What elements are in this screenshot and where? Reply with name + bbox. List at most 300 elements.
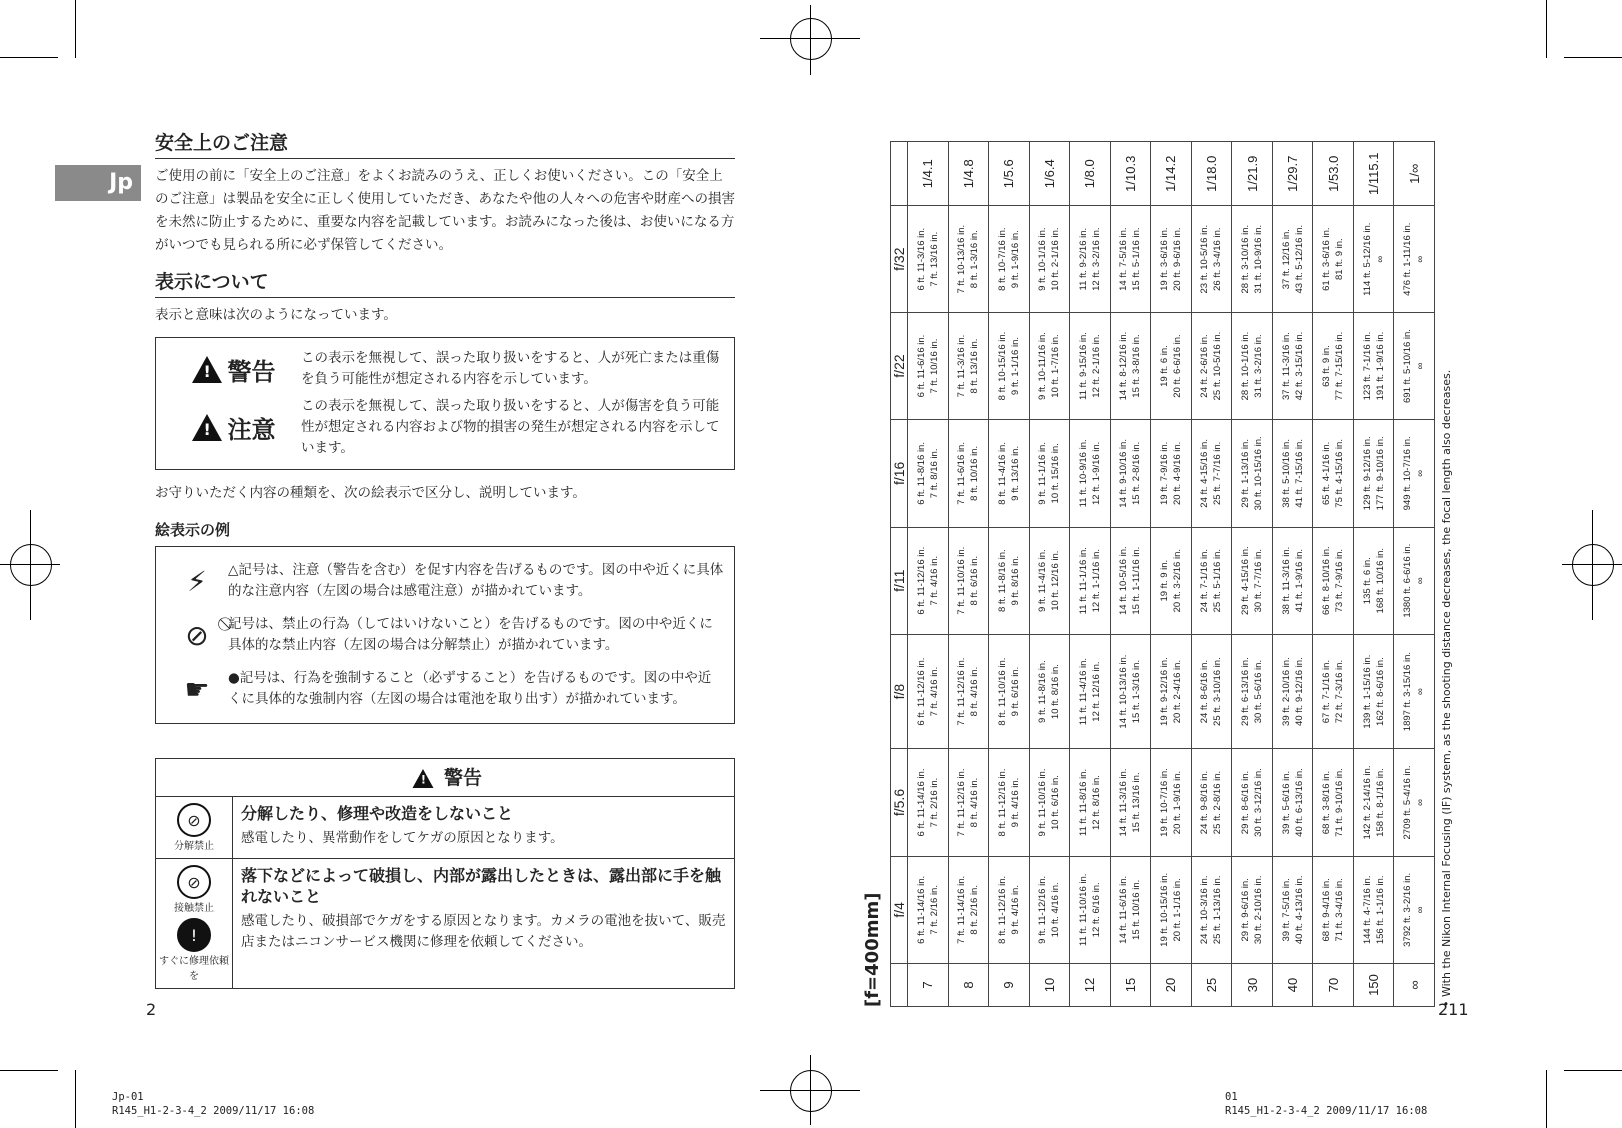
range-value: 25 ft. 1-13/16 in.: [1212, 875, 1224, 945]
range-cell: [1394, 312, 1435, 419]
range-value: 1897 ft. 3-15/16 in.: [1402, 651, 1414, 732]
range-value: 6 ft. 11-14/16 in.: [915, 875, 927, 944]
table-header-cell: [891, 964, 908, 1007]
range-value: 25 ft. 3-10/16 in.: [1212, 657, 1224, 726]
registration-mark: [790, 18, 832, 60]
range-cell: [1394, 420, 1435, 527]
range-value: 30 ft. 10-15/16 in.: [1253, 436, 1265, 511]
warning-desc: 感電したり、破損部でケガをする原因となります。カメラの電池を抜いて、販売店またはニコンサービス機関に修理を依頼してください。: [241, 913, 726, 950]
range-value: 9 ft. 1-9/16 in.: [1009, 230, 1021, 289]
range-value: 15 ft. 2-8/16 in.: [1131, 441, 1143, 506]
crop-mark: [1546, 0, 1547, 58]
range-cell: [1313, 634, 1354, 749]
range-value: 24 ft. 2-6/16 in.: [1199, 334, 1211, 398]
range-cell: [1110, 312, 1151, 419]
range-value: 156 ft. 1-1/16 in.: [1374, 875, 1386, 945]
distance-cell: 12: [1070, 964, 1111, 1007]
notice-warning-text: この表示を無視して、誤った取り扱いをすると、人が死亡または重傷を負う可能性が想定される内容を示しています。: [301, 350, 720, 387]
range-value: 9 ft. 6/16 in.: [1009, 666, 1021, 717]
range-value: 19 ft. 6 in.: [1158, 345, 1170, 387]
range-cell: [948, 206, 989, 312]
range-cell: [908, 206, 949, 312]
range-cell: [1272, 420, 1313, 527]
range-cell: [1394, 527, 1435, 634]
range-value: 11 ft. 9-2/16 in.: [1077, 227, 1089, 291]
range-cell: [1313, 420, 1354, 527]
warning-title: 落下などによって破損し、内部が露出したときは、露出部に手を触れないこと: [241, 866, 722, 906]
range-value: ∞: [1415, 688, 1427, 695]
range-value: 7 ft. 2/16 in.: [928, 885, 940, 935]
range-cell: [1313, 206, 1354, 312]
range-cell: [908, 420, 949, 527]
table-row: [1110, 142, 1151, 1007]
reproduction-ratio-cell: 1/14.2: [1151, 142, 1192, 207]
range-value: 8 ft. 4/16 in.: [969, 777, 981, 828]
symbol-row-caution: [166, 557, 724, 605]
reproduction-ratio-cell: 1/29.7: [1272, 142, 1313, 207]
range-cell: [1151, 312, 1192, 419]
range-value: 7 ft. 2/16 in.: [928, 777, 940, 828]
registration-mark: [790, 1070, 832, 1112]
range-cell: [1191, 634, 1232, 749]
table-header-cell: f/11: [891, 527, 908, 634]
range-value: ∞: [1415, 577, 1427, 585]
range-cell: [1232, 420, 1273, 527]
range-value: ∞: [1415, 469, 1427, 477]
range-value: 41 ft. 1-9/16 in.: [1293, 549, 1305, 613]
notice-caution-text: この表示を無視して、誤った取り扱いをすると、人が傷害を負う可能性が想定される内容および物的損害の発生が想定される内容を示しています。: [301, 398, 720, 456]
range-cell: [1272, 749, 1313, 856]
crop-mark: [0, 57, 58, 58]
range-cell: [1232, 527, 1273, 634]
warning-row: [156, 797, 734, 859]
range-cell: [1232, 312, 1273, 419]
range-cell: [1151, 206, 1192, 312]
warning-triangle-icon: [192, 356, 222, 383]
warning-title: 分解したり、修理や改造をしないこと: [241, 804, 514, 823]
reproduction-ratio-cell: 1/8.0: [1070, 142, 1111, 207]
range-value: 61 ft. 3-6/16 in.: [1321, 227, 1333, 291]
symbol-row-prohibit: [166, 611, 724, 659]
range-cell: [1191, 420, 1232, 527]
table-row: [1029, 142, 1070, 1007]
reproduction-ratio-cell: 1/53.0: [1313, 142, 1354, 207]
range-value: 24 ft. 8-6/16 in.: [1199, 659, 1211, 724]
range-value: 43 ft. 5-12/16 in.: [1293, 224, 1305, 294]
notice-caution-row: [166, 396, 724, 459]
range-cell: [1070, 856, 1111, 963]
range-cell: [1272, 856, 1313, 963]
range-value: 144 ft. 4-7/16 in.: [1361, 875, 1373, 945]
range-cell: [948, 420, 989, 527]
range-cell: [1151, 634, 1192, 749]
range-cell: [1394, 634, 1435, 749]
range-value: 40 ft. 6-13/16 in.: [1293, 768, 1305, 837]
reproduction-ratio-cell: 1/18.0: [1191, 142, 1232, 207]
range-value: 691 ft. 5-10/16 in.: [1402, 329, 1414, 403]
symbol-text: ●記号は、行為を強制すること（必ずすること）を告げるものです。図の中や近くに具体的な強制内容（左図の場合は電池を取り出す）が描かれています。: [228, 670, 712, 707]
range-value: 65 ft. 4-1/16 in.: [1321, 441, 1333, 506]
range-value: 6 ft. 11-14/16 in.: [915, 768, 927, 837]
range-value: 8 ft. 13/16 in.: [969, 338, 981, 394]
warning-table: [155, 758, 735, 989]
range-cell: [1353, 634, 1394, 749]
range-value: 11 ft. 11-1/16 in.: [1077, 547, 1089, 615]
range-value: 8 ft. 10-7/16 in.: [996, 227, 1008, 291]
range-cell: [1272, 206, 1313, 312]
distance-cell: 25: [1191, 964, 1232, 1007]
distance-cell: 10: [1029, 964, 1070, 1007]
range-value: 71 ft. 9-10/16 in.: [1334, 768, 1346, 837]
range-value: 177 ft. 9-10/16 in.: [1374, 436, 1386, 511]
range-value: 29 ft. 8-6/16 in.: [1240, 770, 1252, 835]
range-value: 123 ft. 7-1/16 in.: [1361, 331, 1373, 401]
range-value: 7 ft. 11-14/16 in.: [956, 875, 968, 944]
icon-label: 接触禁止: [174, 903, 214, 914]
range-value: 9 ft. 11-12/16 in.: [1037, 875, 1049, 944]
classify-text: お守りいただく内容の種類を、次の絵表示で区分し、説明しています。: [155, 485, 586, 501]
display-intro: 表示と意味は次のようになっています。: [155, 307, 397, 323]
crop-mark: [75, 1070, 76, 1128]
reproduction-ratio-cell: 1/4.8: [948, 142, 989, 207]
warning-row-content: [233, 797, 734, 858]
distance-cell: ∞: [1394, 964, 1435, 1007]
warning-row-icons: [156, 859, 233, 988]
range-cell: [1070, 420, 1111, 527]
range-cell: [1394, 206, 1435, 312]
range-value: ∞: [1415, 255, 1427, 263]
range-value: 24 ft. 10-3/16 in.: [1199, 875, 1211, 945]
distance-cell: 7: [908, 964, 949, 1007]
warning-triangle-icon: [412, 769, 433, 788]
range-value: 19 ft. 3-6/16 in.: [1158, 227, 1170, 291]
table-row: [1394, 142, 1435, 1007]
range-cell: [1110, 749, 1151, 856]
range-value: 3792 ft. 3-2/16 in.: [1402, 872, 1414, 947]
warning-row: [156, 859, 734, 988]
range-value: 8 ft. 1-3/16 in.: [969, 230, 981, 289]
range-value: 73 ft. 7-9/16 in.: [1334, 549, 1346, 613]
distance-cell: 8: [948, 964, 989, 1007]
distance-cell: 20: [1151, 964, 1192, 1007]
range-value: 6 ft. 11-12/16 in.: [915, 546, 927, 615]
range-value: 9 ft. 4/16 in.: [1009, 885, 1021, 935]
distance-cell: 9: [989, 964, 1030, 1007]
range-value: 7 ft. 4/16 in.: [928, 666, 940, 717]
range-cell: [1151, 527, 1192, 634]
range-cell: [948, 856, 989, 963]
range-value: 20 ft. 9-6/16 in.: [1171, 227, 1183, 291]
range-value: 7 ft. 11-10/16 in.: [956, 546, 968, 615]
range-value: 12 ft. 1-9/16 in.: [1090, 441, 1102, 506]
range-cell: [948, 634, 989, 749]
symbol-row-mandatory: [166, 665, 724, 713]
range-cell: [1151, 420, 1192, 527]
range-value: 7 ft. 11-6/16 in.: [956, 442, 968, 505]
table-row: [1232, 142, 1273, 1007]
range-value: 20 ft. 1-1/16 in.: [1171, 878, 1183, 942]
range-value: 10 ft. 1-7/16 in.: [1050, 334, 1062, 398]
range-value: 158 ft. 8-1/16 in.: [1374, 768, 1386, 837]
warning-row-icons: [156, 797, 233, 858]
footer-left: Jp-01 R145_H1-2-3-4_2 2009/11/17 16:08: [112, 1091, 315, 1117]
range-value: 19 ft. 9-12/16 in.: [1158, 657, 1170, 726]
range-value: 20 ft. 1-9/16 in.: [1171, 770, 1183, 835]
range-value: 191 ft. 1-9/16 in.: [1374, 331, 1386, 401]
range-value: 40 ft. 4-13/16 in.: [1293, 875, 1305, 945]
range-cell: [1394, 856, 1435, 963]
range-value: 38 ft. 11-3/16 in.: [1280, 546, 1292, 615]
range-value: 11 ft. 10-9/16 in.: [1077, 439, 1089, 508]
icon-label: 分解禁止: [174, 841, 214, 852]
range-value: 15 ft. 13/16 in.: [1131, 772, 1143, 833]
symbols-title: 絵表示の例: [155, 521, 231, 539]
mandatory-icon: !: [177, 918, 211, 952]
registration-mark: [1592, 510, 1593, 620]
range-value: 14 ft. 8-12/16 in.: [1118, 331, 1130, 401]
distance-cell: 40: [1272, 964, 1313, 1007]
range-cell: [908, 634, 949, 749]
range-value: 15 ft. 1-11/16 in.: [1131, 546, 1143, 615]
range-value: 20 ft. 2-4/16 in.: [1171, 659, 1183, 724]
table-row: [1313, 142, 1354, 1007]
table-row: [1151, 142, 1192, 1007]
range-cell: [1313, 749, 1354, 856]
range-value: 20 ft. 3-2/16 in.: [1171, 549, 1183, 613]
range-value: 6 ft. 11-12/16 in.: [915, 657, 927, 726]
range-cell: [1394, 749, 1435, 856]
range-value: 8 ft. 10/16 in.: [969, 445, 981, 501]
range-value: ∞: [1415, 362, 1427, 370]
range-cell: [1353, 749, 1394, 856]
range-value: 24 ft. 4-15/16 in.: [1199, 439, 1211, 508]
symbol-text: ⃠記号は、禁止の行為（してはいけないこと）を告げるものです。図の中や近くに具体的な禁止内容（左図の場合は分解禁止）が描かれています。: [228, 616, 713, 653]
range-value: 14 ft. 10-13/16 in.: [1118, 654, 1130, 729]
range-value: 8 ft. 11-4/16 in.: [996, 442, 1008, 505]
registration-mark: [760, 1090, 860, 1091]
warning-table-header: !警告: [156, 759, 734, 797]
range-value: 31 ft. 10-9/16 in.: [1253, 224, 1265, 294]
table-header-cell: f/5.6: [891, 749, 908, 856]
warning-row-content: [233, 859, 734, 988]
range-value: 24 ft. 7-1/16 in.: [1199, 549, 1211, 613]
range-value: 10 ft. 2-1/16 in.: [1050, 227, 1062, 291]
range-cell: [1070, 749, 1111, 856]
no-disassembly-icon: ⊘: [177, 803, 211, 837]
table-header-cell: f/16: [891, 420, 908, 527]
table-header-cell: [891, 142, 908, 207]
distance-cell: 30: [1232, 964, 1273, 1007]
table-header-row: [891, 142, 908, 1007]
range-value: 37 ft. 12/16 in.: [1280, 229, 1292, 290]
range-value: 9 ft. 11-1/16 in.: [1037, 442, 1049, 505]
range-cell: [1232, 856, 1273, 963]
range-value: 8 ft. 11-12/16 in.: [996, 768, 1008, 837]
range-value: 6 ft. 11-6/16 in.: [915, 334, 927, 398]
range-cell: [1353, 527, 1394, 634]
range-value: 19 ft. 10-7/16 in.: [1158, 768, 1170, 837]
range-cell: [1110, 420, 1151, 527]
table-header-cell: f/22: [891, 312, 908, 419]
range-value: 68 ft. 3-8/16 in.: [1321, 770, 1333, 835]
range-cell: [1313, 856, 1354, 963]
range-value: 63 ft. 9 in.: [1321, 345, 1333, 387]
range-value: 1380 ft. 6-6/16 in.: [1402, 543, 1414, 618]
range-cell: [1353, 206, 1394, 312]
range-value: 81 ft. 9 in.: [1334, 238, 1346, 281]
range-cell: [1313, 527, 1354, 634]
range-value: 8 ft. 11-10/16 in.: [996, 657, 1008, 726]
range-value: 8 ft. 11-12/16 in.: [996, 875, 1008, 944]
range-value: 9 ft. 11-10/16 in.: [1037, 768, 1049, 837]
registration-mark: [30, 510, 31, 620]
range-value: 129 ft. 9-12/16 in.: [1361, 436, 1373, 511]
range-cell: [989, 749, 1030, 856]
range-value: 7 ft. 11-3/16 in.: [956, 334, 968, 398]
range-cell: [989, 856, 1030, 963]
range-value: 25 ft. 7-7/16 in.: [1212, 441, 1224, 506]
range-value: 20 ft. 4-9/16 in.: [1171, 441, 1183, 506]
range-cell: [1232, 634, 1273, 749]
section-title-display: 表示について: [155, 267, 735, 298]
range-value: 476 ft. 1-11/16 in.: [1402, 222, 1414, 296]
range-value: 11 ft. 11-4/16 in.: [1077, 657, 1089, 726]
range-value: 71 ft. 3-4/16 in.: [1334, 878, 1346, 942]
range-cell: [1029, 420, 1070, 527]
table-header-cell: f/4: [891, 856, 908, 963]
reproduction-ratio-cell: 1/6.4: [1029, 142, 1070, 207]
registration-mark: [810, 5, 811, 75]
range-value: 14 ft. 11-3/16 in.: [1118, 768, 1130, 837]
range-value: 7 ft. 4/16 in.: [928, 555, 940, 606]
range-value: 28 ft. 10-1/16 in.: [1240, 331, 1252, 401]
range-value: 30 ft. 7-7/16 in.: [1253, 549, 1265, 613]
warning-desc: 感電したり、異常動作をしてケガの原因となります。: [241, 830, 564, 846]
table-row: [1353, 142, 1394, 1007]
range-value: 30 ft. 3-12/16 in.: [1253, 768, 1265, 837]
range-value: 42 ft. 3-15/16 in.: [1293, 331, 1305, 401]
range-value: 7 ft. 10/16 in.: [928, 338, 940, 394]
range-value: 11 ft. 11-8/16 in.: [1077, 768, 1089, 837]
range-value: 10 ft. 8/16 in.: [1050, 664, 1062, 720]
range-value: 2709 ft. 5-4/16 in.: [1402, 765, 1414, 840]
range-cell: [1070, 634, 1111, 749]
range-cell: [1029, 856, 1070, 963]
prohibit-icon: ⊘: [185, 618, 209, 652]
range-cell: [1232, 749, 1273, 856]
range-value: 949 ft. 10-7/16 in.: [1402, 436, 1414, 511]
range-cell: [1070, 527, 1111, 634]
range-cell: [948, 312, 989, 419]
range-value: 8 ft. 6/16 in.: [969, 555, 981, 606]
range-value: 31 ft. 3-2/16 in.: [1253, 334, 1265, 398]
range-cell: [1070, 312, 1111, 419]
range-cell: [948, 749, 989, 856]
range-value: 168 ft. 10/16 in.: [1374, 547, 1386, 614]
range-value: 10 ft. 12/16 in.: [1050, 550, 1062, 611]
caution-triangle-icon: [192, 414, 222, 441]
range-value: 7 ft. 8/16 in.: [928, 448, 940, 499]
remove-battery-icon: ☛: [184, 672, 210, 706]
range-value: 9 ft. 4/16 in.: [1009, 777, 1021, 828]
range-value: 10 ft. 15/16 in.: [1050, 443, 1062, 504]
range-value: 9 ft. 11-4/16 in.: [1037, 549, 1049, 613]
range-value: 12 ft. 12/16 in.: [1090, 661, 1102, 722]
range-cell: [908, 856, 949, 963]
registration-mark: [10, 544, 52, 586]
range-value: 135 ft. 6 in.: [1361, 557, 1373, 605]
footer-right: 01 R145_H1-2-3-4_2 2009/11/17 16:08: [1225, 1091, 1428, 1117]
table-row: [1191, 142, 1232, 1007]
range-value: 37 ft. 11-3/16 in.: [1280, 332, 1292, 400]
crop-mark: [0, 1070, 58, 1071]
range-cell: [908, 527, 949, 634]
page-number-right: 211: [1438, 1000, 1469, 1019]
range-value: 19 ft. 10-15/16 in.: [1158, 872, 1170, 947]
range-value: 7 ft. 10-13/16 in.: [956, 224, 968, 294]
range-cell: [1191, 856, 1232, 963]
range-cell: [1272, 312, 1313, 419]
range-value: 142 ft. 2-14/16 in.: [1361, 765, 1373, 840]
table-header-cell: f/8: [891, 634, 908, 749]
range-value: 12 ft. 1-1/16 in.: [1090, 549, 1102, 613]
table-title: [f=400mm]: [862, 892, 883, 1007]
registration-mark: [760, 38, 860, 39]
range-value: 19 ft. 7-9/16 in.: [1158, 441, 1170, 506]
reproduction-ratio-cell: 1/10.3: [1110, 142, 1151, 207]
reproduction-ratio-cell: 1/4.1: [908, 142, 949, 207]
range-cell: [1191, 749, 1232, 856]
crop-mark: [1564, 57, 1622, 58]
symbol-text: △記号は、注意（警告を含む）を促す内容を告げるものです。図の中や近くに具体的な注意内容（左図の場合は感電注意）が描かれています。: [228, 562, 724, 599]
language-tab: Jp: [55, 165, 141, 201]
range-cell: [1191, 312, 1232, 419]
range-cell: [989, 312, 1030, 419]
range-value: 25 ft. 2-8/16 in.: [1212, 770, 1224, 835]
range-value: 15 ft. 3-8/16 in.: [1131, 334, 1143, 398]
range-value: 10 ft. 6/16 in.: [1050, 775, 1062, 830]
range-value: 72 ft. 7-3/16 in.: [1334, 659, 1346, 724]
range-cell: [989, 206, 1030, 312]
range-value: 7 ft. 11-12/16 in.: [956, 768, 968, 837]
range-value: 14 ft. 11-6/16 in.: [1118, 875, 1130, 944]
range-value: 40 ft. 9-12/16 in.: [1293, 657, 1305, 726]
symbols-box: [155, 546, 735, 724]
range-value: 15 ft. 5-1/16 in.: [1131, 227, 1143, 291]
range-value: 11 ft. 9-15/16 in.: [1077, 332, 1089, 400]
range-value: 9 ft. 1-1/16 in.: [1009, 336, 1021, 396]
table-header-cell: f/32: [891, 206, 908, 312]
range-value: 14 ft. 10-5/16 in.: [1118, 546, 1130, 616]
distance-cell: 70: [1313, 964, 1354, 1007]
range-value: 28 ft. 3-10/16 in.: [1240, 224, 1252, 294]
reproduction-ratio-cell: 1/115.1: [1353, 142, 1394, 207]
range-value: 8 ft. 10-15/16 in.: [996, 331, 1008, 401]
range-value: 14 ft. 9-10/16 in.: [1118, 439, 1130, 508]
range-cell: [1029, 206, 1070, 312]
range-cell: [1353, 856, 1394, 963]
range-value: 19 ft. 9 in.: [1158, 559, 1170, 602]
range-value: 68 ft. 9-4/16 in.: [1321, 878, 1333, 942]
icon-label: すぐに修理依頼を: [159, 956, 229, 982]
table-note: • With the Nikon Internal Focusing (IF) system, as the shooting distance decreases, the focal length also decreases.: [1440, 369, 1453, 1007]
no-touch-icon: ⊘: [177, 865, 211, 899]
range-cell: [1313, 312, 1354, 419]
table-row: [908, 142, 949, 1007]
range-value: ∞: [1374, 255, 1386, 263]
range-value: 26 ft. 3-4/16 in.: [1212, 227, 1224, 291]
range-value: 12 ft. 2-1/16 in.: [1090, 334, 1102, 398]
